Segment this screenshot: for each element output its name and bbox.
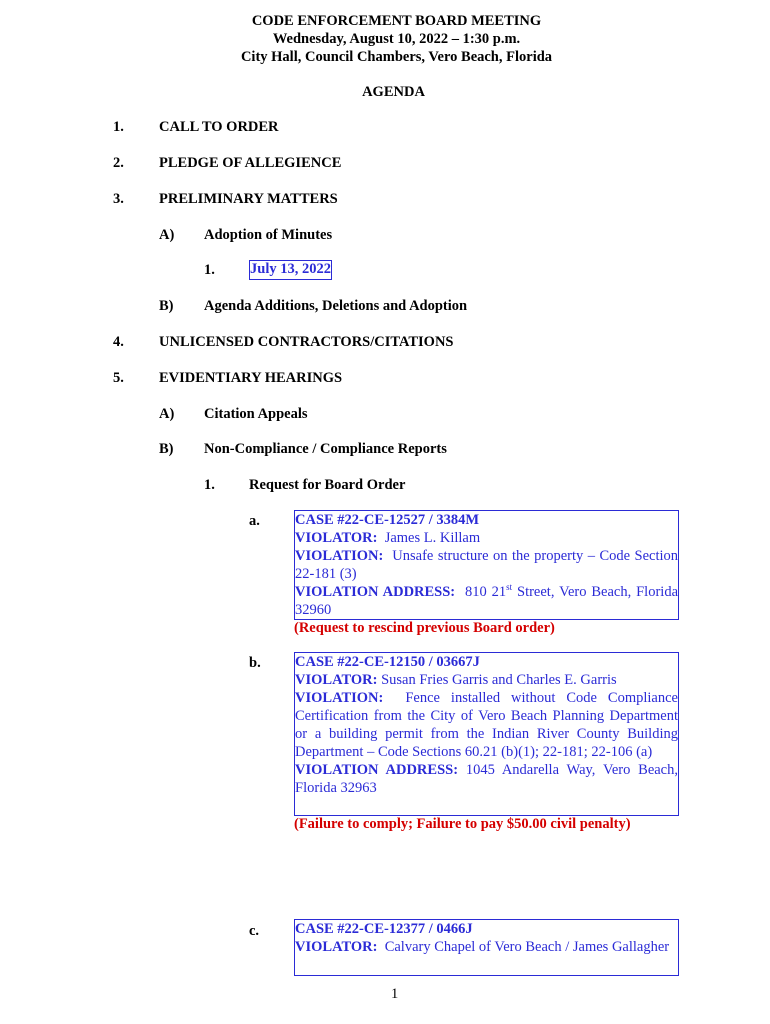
sub-item-letter: A) [159, 227, 175, 243]
item-number: 2. [113, 155, 124, 171]
sub-sub-item-number: 1. [204, 477, 215, 493]
case-link-b[interactable] [294, 652, 679, 816]
sub-item-citation-appeals: Citation Appeals [204, 406, 308, 422]
item-number: 3. [113, 191, 124, 207]
sub-item-agenda-additions: Agenda Additions, Deletions and Adoption [204, 298, 468, 314]
meeting-date: Wednesday, August 10, 2022 – 1:30 p.m. [272, 31, 521, 47]
violation-label: VIOLATION: [295, 548, 384, 564]
item-pledge: PLEDGE OF ALLEGIENCE [159, 155, 342, 171]
address-rest: Street, Vero Beach, Florida 32960 [295, 584, 679, 618]
sub-item-compliance-reports: Non-Compliance / Compliance Reports [204, 441, 447, 457]
agenda-heading: AGENDA [362, 84, 425, 100]
address-text: 1045 Andarella Way, Vero Beach, Florida 32963 [295, 762, 678, 796]
case-letter: a. [249, 513, 260, 529]
violation-label: VIOLATION: [295, 690, 384, 706]
case-number: CASE #22-CE-12527 / 3384M [295, 512, 480, 528]
case-link-c[interactable] [294, 919, 679, 976]
page-number: 1 [391, 986, 399, 1002]
item-number: 4. [113, 334, 124, 350]
violator-label: VIOLATOR: [295, 672, 378, 688]
address-ordinal: st [506, 582, 513, 592]
meeting-title: CODE ENFORCEMENT BOARD MEETING [251, 13, 542, 29]
item-unlicensed-contractors: UNLICENSED CONTRACTORS/CITATIONS [159, 334, 454, 350]
item-call-to-order: CALL TO ORDER [159, 119, 279, 135]
violator-label: VIOLATOR: [295, 530, 378, 546]
sub-sub-item-board-order: Request for Board Order [249, 477, 406, 493]
item-preliminary-matters: PRELIMINARY MATTERS [159, 191, 338, 207]
case-number: CASE #22-CE-12377 / 0466J [295, 921, 473, 937]
sub-item-letter: A) [159, 406, 175, 422]
item-number: 5. [113, 370, 124, 386]
meeting-location: City Hall, Council Chambers, Vero Beach, Florida [240, 49, 553, 65]
violator-label: VIOLATOR: [295, 939, 378, 955]
sub-item-adoption-of-minutes: Adoption of Minutes [204, 227, 333, 243]
case-number: CASE #22-CE-12150 / 03667J [295, 654, 480, 670]
item-number: 1. [113, 119, 124, 135]
item-evidentiary-hearings: EVIDENTIARY HEARINGS [159, 370, 343, 386]
address-label: VIOLATION ADDRESS: [295, 762, 459, 778]
minutes-link[interactable] [249, 260, 332, 280]
violator-name: Calvary Chapel of Vero Beach / James Gallagher [384, 939, 670, 955]
address-number: 810 21 [464, 584, 507, 600]
minutes-link-text[interactable]: July 13, 2022 [250, 261, 331, 277]
case-note: (Request to rescind previous Board order) [294, 620, 555, 636]
violator-name: James L. Killam [384, 530, 481, 546]
address-label: VIOLATION ADDRESS: [295, 584, 456, 600]
case-link-a[interactable] [294, 510, 679, 620]
case-note: (Failure to comply; Failure to pay $50.00 civil penalty) [294, 816, 631, 832]
sub-item-letter: B) [159, 298, 174, 314]
violation-text: Unsafe structure on the property – Code Section 22-181 (3) [295, 548, 679, 582]
case-letter: b. [249, 655, 261, 671]
sub-sub-item-number: 1. [204, 262, 215, 278]
sub-item-letter: B) [159, 441, 174, 457]
violator-name: Susan Fries Garris and Charles E. Garris [381, 672, 617, 688]
violation-text: Fence installed without Code Compliance Certification from the City of Vero Beach Planning Department or a building permit from the Indian River County Building Department – Code Sections 60.21 (b)(1); 22-181; 22-106 (a) [295, 690, 678, 760]
case-letter: c. [249, 923, 260, 939]
